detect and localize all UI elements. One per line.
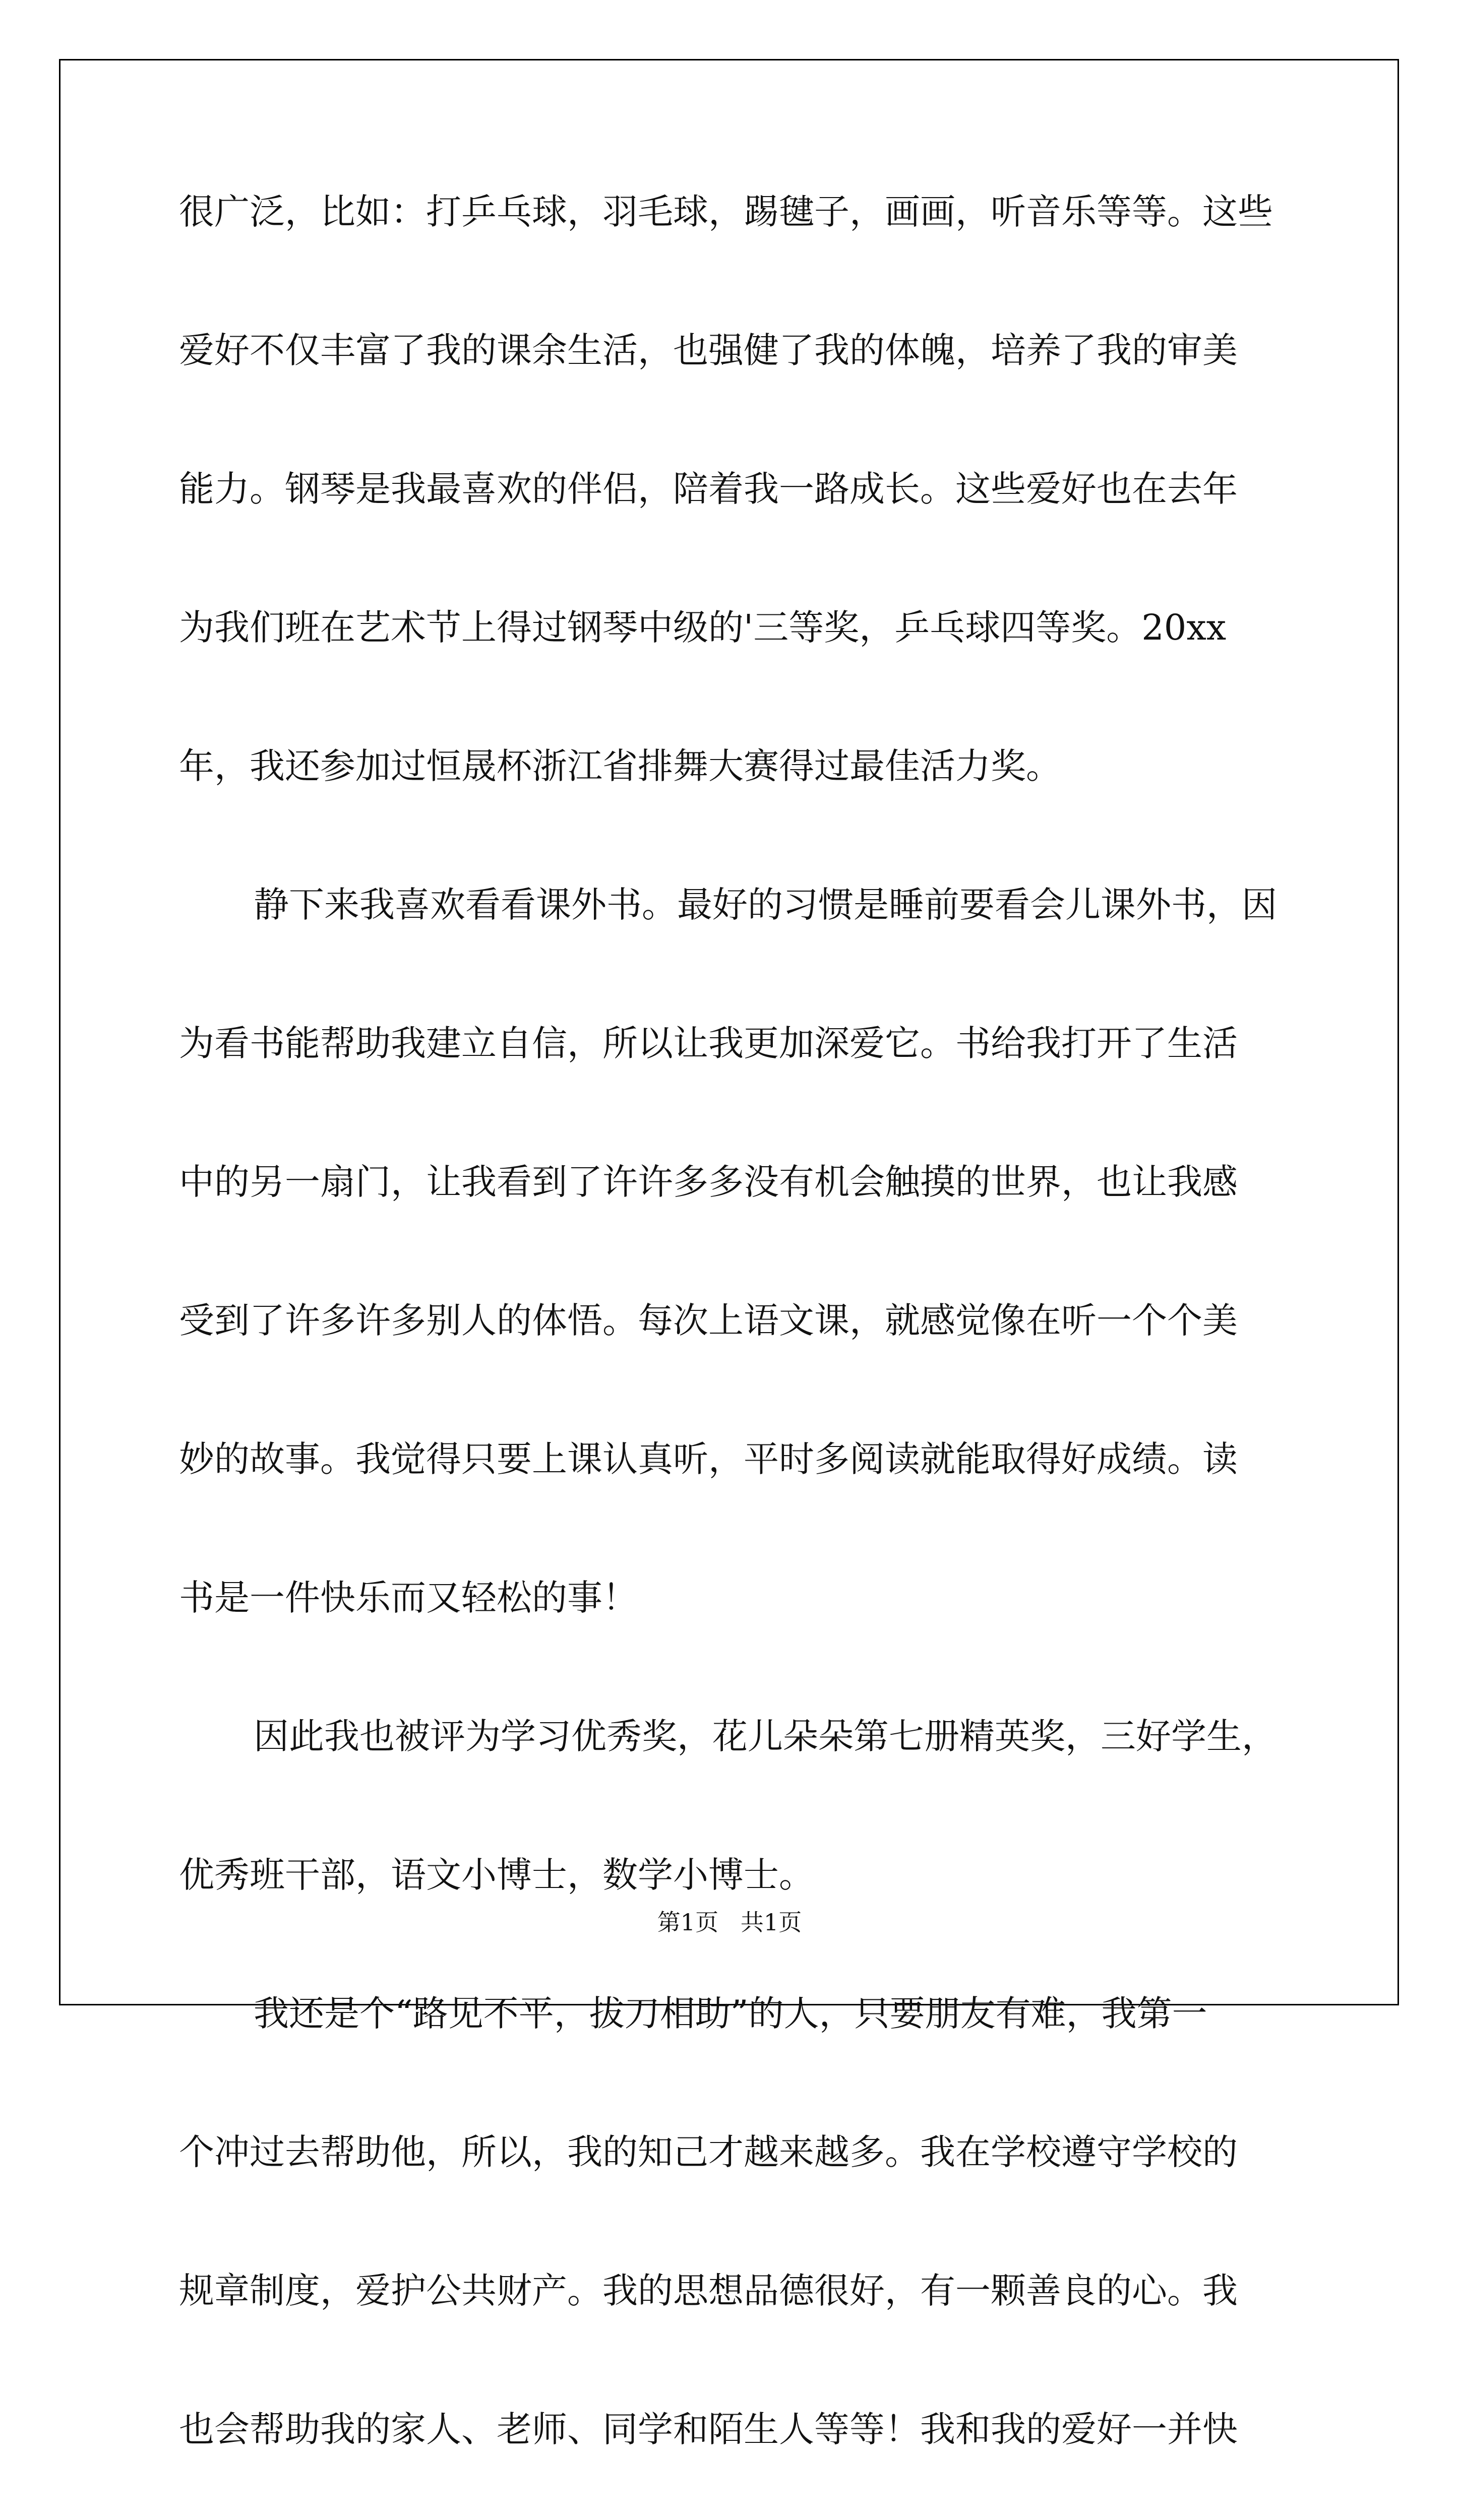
- document-body: [179, 184, 1288, 2520]
- text-line: 也会帮助我的家人、老师、同学和陌生人等等！我和我的爱好一并快: [179, 2409, 1238, 2450]
- text-line: 优秀班干部，语文小博士，数学小博士。: [179, 1854, 814, 1896]
- text-line: 个冲过去帮助他，所以，我的知己才越来越多。我在学校遵守学校的: [179, 2131, 1238, 2173]
- text-line: 为看书能帮助我建立自信，所以让我更加深爱它。书给我打开了生活: [179, 1023, 1238, 1064]
- text-line: 很广泛，比如：打乒乓球，羽毛球，踢毽子，画画，听音乐等等。这些: [179, 191, 1273, 232]
- paragraph-start-line: 我还是个“路见不平，拔刀相助”的人，只要朋友有难，我第一: [254, 1993, 1207, 2034]
- text-line: 书是一件快乐而又轻松的事！: [179, 1577, 638, 1618]
- text-line: 妙的故事。我觉得只要上课认真听，平时多阅读就能取得好成绩。读: [179, 1438, 1238, 1480]
- paragraph-start-line: 静下来我喜欢看看课外书。最好的习惯是睡前要看会儿课外书，因: [254, 884, 1277, 925]
- text-line: 年，我还参加过恒晟杯浙江省排舞大赛得过最佳活力奖。: [179, 745, 1061, 787]
- text-line: 为我们班在艺术节上得过钢琴中级的'三等奖，乒乓球四等奖。20xx: [179, 607, 1227, 648]
- text-line: 中的另一扇门，让我看到了许许多多没有机会触摸的世界，也让我感: [179, 1161, 1238, 1203]
- page-number-footer: 第1页 共1页: [657, 1909, 802, 1936]
- text-line: 受到了许多许多别人的体悟。每次上语文课，就感觉像在听一个个美: [179, 1300, 1238, 1341]
- text-line: 规章制度，爱护公共财产。我的思想品德很好，有一颗善良的心。我: [179, 2270, 1238, 2311]
- paragraph-start-line: 因此我也被评为学习优秀奖，花儿朵朵第七册精英奖，三好学生，: [254, 1716, 1277, 1757]
- text-line: 能力。钢琴是我最喜欢的伴侣，陪着我一路成长。这些爱好也在去年: [179, 468, 1238, 510]
- text-line: 爱好不仅丰富了我的课余生活，也强健了我的体魄，培养了我的审美: [179, 330, 1238, 371]
